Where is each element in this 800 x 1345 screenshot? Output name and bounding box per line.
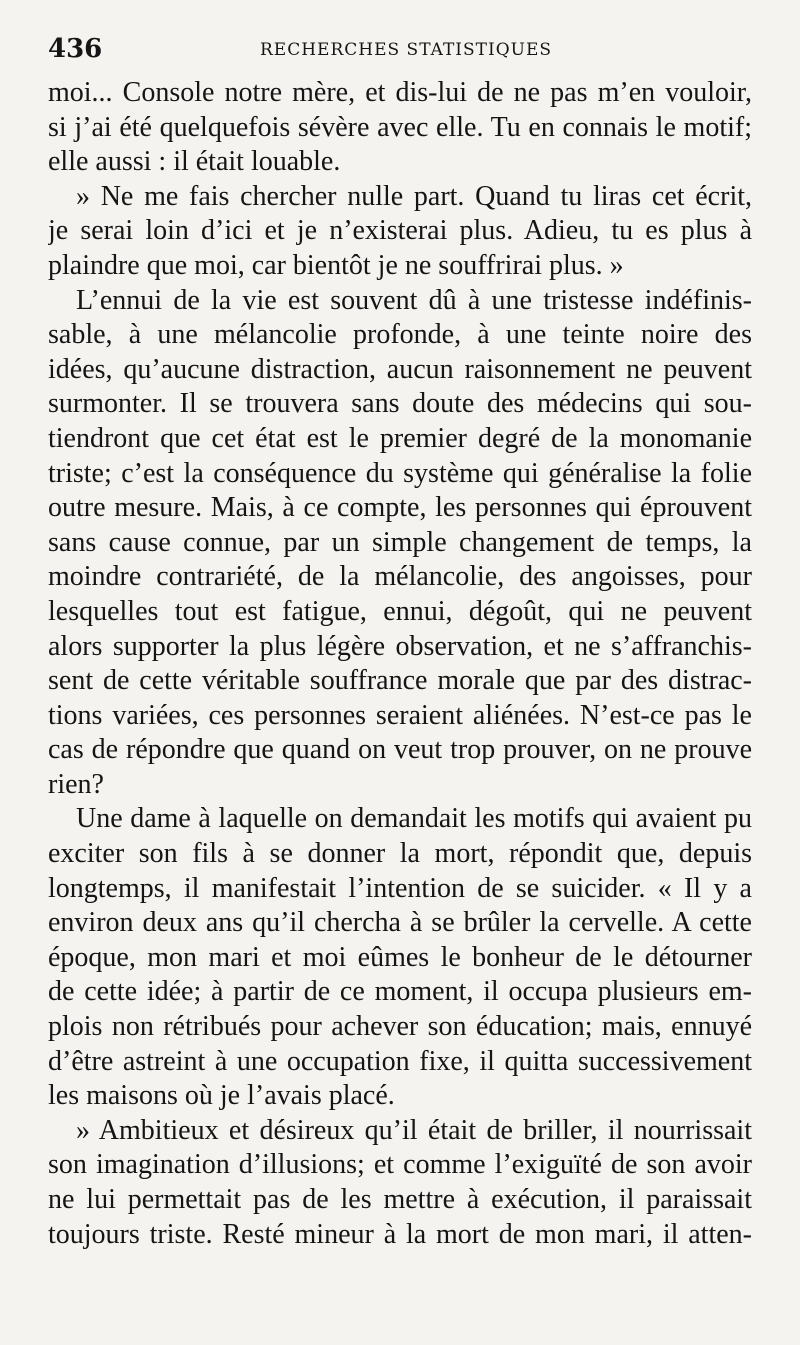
text-line: tions variées, ces personnes seraient aliénées. N’est-ce pas le	[48, 699, 752, 731]
text-line: outre mesure. Mais, à ce compte, les personnes qui éprouvent	[48, 492, 752, 524]
text-line: » Ne me fais chercher nulle part. Quand tu liras cet écrit,	[76, 180, 752, 212]
text-line: plois non rétribués pour achever son éducation; mais, ennuyé	[48, 1011, 752, 1043]
text-line: L’ennui de la vie est souvent dû à une tristesse indéfinis-	[76, 284, 752, 316]
text-line: époque, mon mari et moi eûmes le bonheur de le détourner	[48, 941, 752, 973]
text-line: je serai loin d’ici et je n’existerai plus. Adieu, tu es plus à	[48, 215, 752, 247]
text-line: les maisons où je l’avais placé.	[48, 1080, 395, 1112]
text-line: » Ambitieux et désireux qu’il était de briller, il nourrissait	[76, 1114, 752, 1146]
text-line: longtemps, il manifestait l’intention de se suicider. « Il y a	[48, 872, 752, 904]
text-line: moindre contrariété, de la mélancolie, des angoisses, pour	[48, 561, 752, 593]
text-line: plaindre que moi, car bientôt je ne souffrirai plus. »	[48, 249, 624, 281]
text-line: moi... Console notre mère, et dis-lui de ne pas m’en vouloir,	[48, 77, 752, 108]
text-line: environ deux ans qu’il chercha à se brûler la cervelle. A cette	[48, 907, 752, 939]
page-header	[48, 34, 748, 68]
page-number: 436	[48, 34, 103, 64]
text-line: lesquelles tout est fatigue, ennui, dégoût, qui ne peuvent	[48, 595, 752, 627]
text-line: rien?	[48, 768, 104, 800]
text-line: exciter son fils à se donner la mort, répondit que, depuis	[48, 838, 752, 870]
text-line: toujours triste. Resté mineur à la mort de mon mari, il atten-	[48, 1218, 752, 1250]
running-title: RECHERCHES STATISTIQUES	[260, 40, 553, 60]
text-line: si j’ai été quelquefois sévère avec elle. Tu en connais le motif;	[48, 111, 752, 143]
text-line: sent de cette véritable souffrance morale que par des distrac-	[48, 665, 752, 697]
text-line: Une dame à laquelle on demandait les motifs qui avaient pu	[76, 803, 752, 835]
text-line: tiendront que cet état est le premier degré de la monomanie	[48, 422, 752, 454]
text-line: triste; c’est la conséquence du système qui généralise la folie	[48, 457, 752, 489]
text-line: cas de répondre que quand on veut trop prouver, on ne prouve	[48, 734, 752, 766]
text-line: ne lui permettait pas de les mettre à exécution, il paraissait	[48, 1184, 752, 1215]
text-line: sans cause connue, par un simple changement de temps, la	[48, 526, 752, 558]
text-line: alors supporter la plus légère observation, et ne s’affranchis-	[48, 630, 752, 662]
text-line: d’être astreint à une occupation fixe, il quitta successivement	[48, 1045, 752, 1077]
text-line: elle aussi : il était louable.	[48, 146, 341, 178]
text-line: son imagination d’illusions; et comme l’exiguïté de son avoir	[48, 1149, 752, 1181]
text-line: sable, à une mélancolie profonde, à une teinte noire des	[48, 319, 752, 351]
text-line: surmonter. Il se trouvera sans doute des médecins qui sou-	[48, 388, 752, 420]
text-line: idées, qu’aucune distraction, aucun raisonnement ne peuvent	[48, 353, 752, 385]
text-line: de cette idée; à partir de ce moment, il occupa plusieurs em-	[48, 976, 752, 1008]
body-text	[48, 76, 752, 1252]
